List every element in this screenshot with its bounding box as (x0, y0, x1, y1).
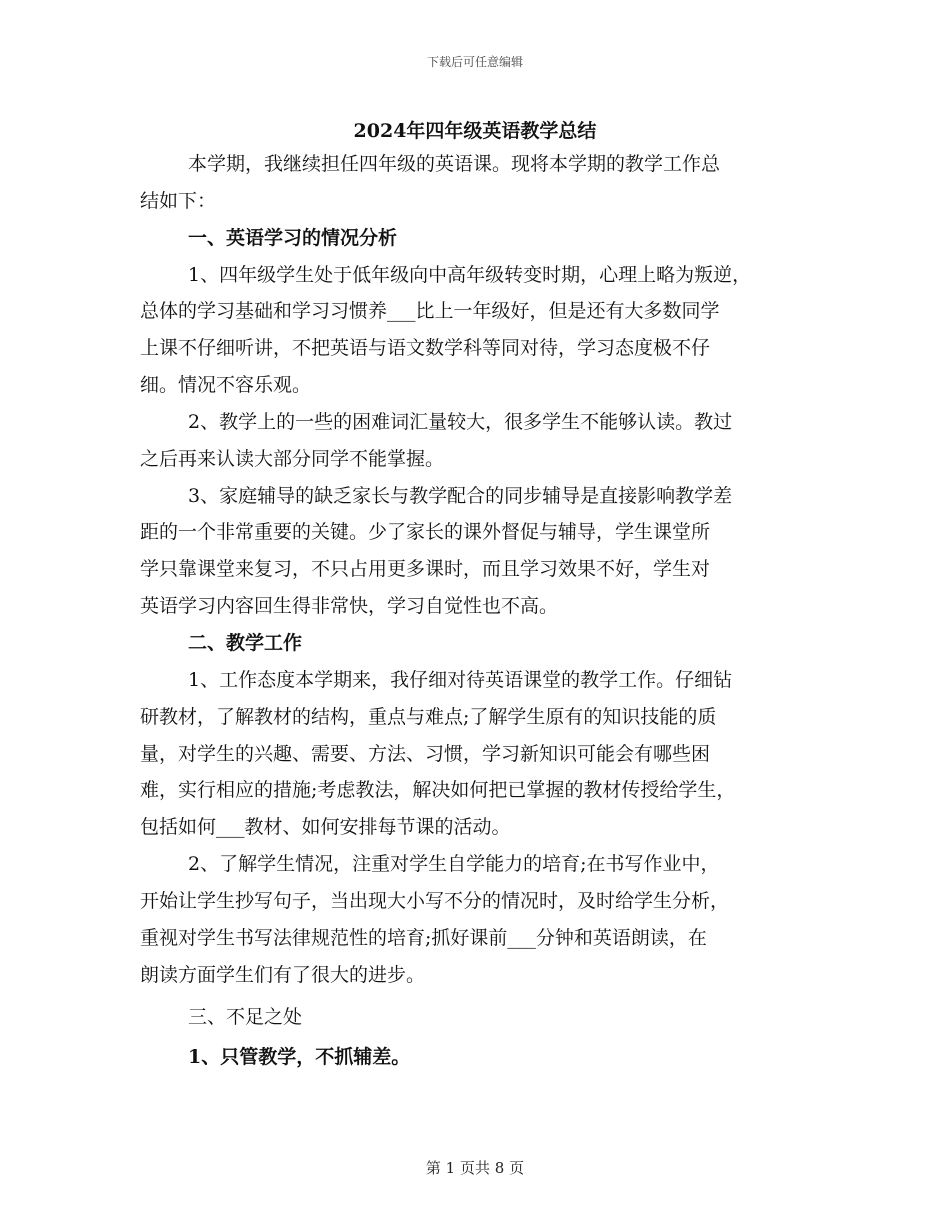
paragraph-line: 上课不仔细听讲，不把英语与语文数学科等同对待，学习态度极不仔 (140, 337, 711, 359)
paragraph-line: 结如下： (140, 190, 217, 212)
paragraph-line: 包括如何___教材、如何安排每节课的活动。 (140, 816, 511, 838)
paragraph-line: 1、工作态度本学期来，我仔细对待英语课堂的教学工作。仔细钻 (188, 669, 733, 691)
section-heading: 一、英语学习的情况分析 (188, 227, 398, 249)
paragraph-line: 细。情况不容乐观。 (140, 374, 312, 396)
paragraph-line: 距的一个非常重要的关键。少了家长的课外督促与辅导，学生课堂所 (140, 521, 711, 543)
paragraph-line: 2、了解学生情况，注重对学生自学能力的培育;在书写作业中， (188, 853, 720, 875)
paragraph-line: 重视对学生书写法律规范性的培育;抓好课前___分钟和英语朗读，在 (140, 927, 707, 949)
page-footer: 第 1 页共 8 页 (425, 1159, 525, 1177)
paragraph-line: 2、教学上的一些的困难词汇量较大，很多学生不能够认读。教过 (188, 411, 733, 433)
document-title: 2024年四年级英语教学总结 (353, 120, 597, 142)
paragraph-line: 量，对学生的兴趣、需要、方法、习惯，学习新知识可能会有哪些困 (140, 743, 711, 765)
paragraph-line: 之后再来认读大部分同学不能掌握。 (140, 448, 445, 470)
paragraph-line: 朗读方面学生们有了很大的进步。 (140, 964, 426, 986)
paragraph-line: 总体的学习基础和学习习惯养___比上一年级好，但是还有大多数同学 (140, 300, 720, 322)
paragraph-line: 开始让学生抄写句子，当出现大小写不分的情况时，及时给学生分析， (140, 890, 730, 912)
page-header: 下载后可任意编辑 (426, 55, 523, 69)
paragraph-line: 学只靠课堂来复习，不只占用更多课时，而且学习效果不好，学生对 (140, 558, 711, 580)
paragraph-line: 1、四年级学生处于低年级向中高年级转变时期，心理上略为叛逆， (188, 264, 752, 286)
section-heading: 三、不足之处 (188, 1006, 303, 1028)
paragraph-line: 英语学习内容回生得非常快，学习自觉性也不高。 (140, 595, 559, 617)
paragraph-line: 研教材，了解教材的结构，重点与难点;了解学生原有的知识技能的质 (140, 706, 717, 728)
paragraph-line: 难，实行相应的措施;考虑教法，解决如何把已掌握的教材传授给学生， (140, 779, 736, 801)
paragraph-line: 本学期，我继续担任四年级的英语课。现将本学期的教学工作总 (188, 153, 721, 175)
subsection-heading: 1、只管教学，不抓辅差。 (188, 1046, 411, 1068)
section-heading: 二、教学工作 (188, 632, 303, 654)
paragraph-line: 3、家庭辅导的缺乏家长与教学配合的同步辅导是直接影响教学差 (188, 485, 733, 507)
